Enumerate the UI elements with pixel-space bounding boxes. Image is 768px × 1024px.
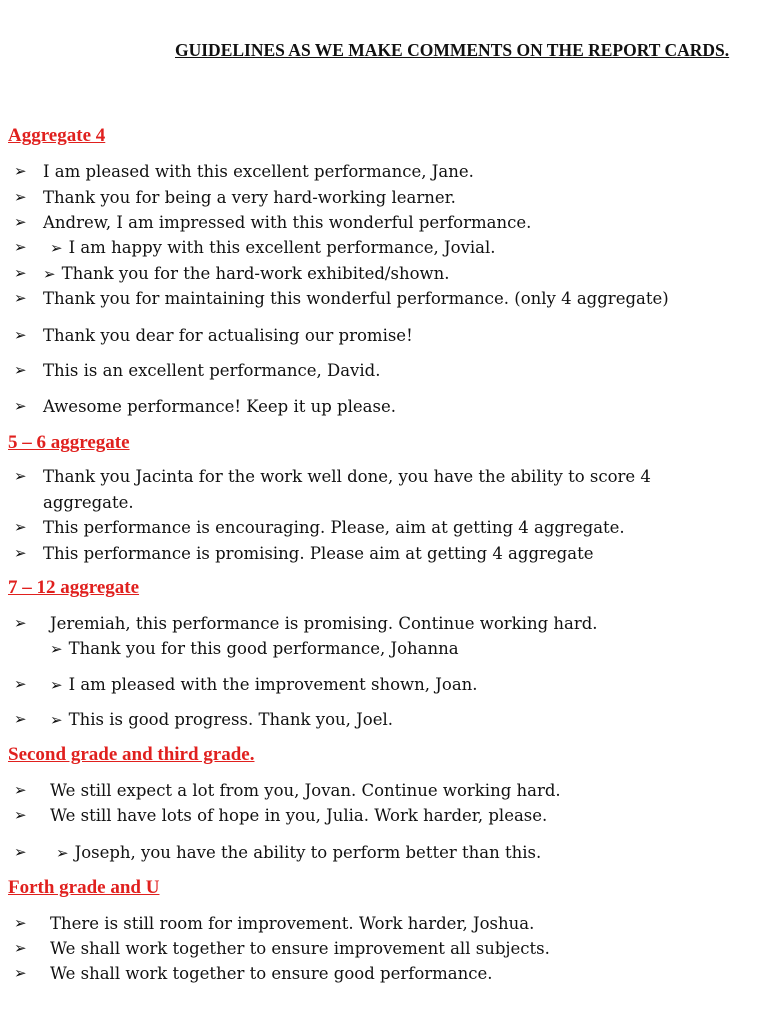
bullet-arrow-icon: ➢ (14, 781, 27, 799)
section-heading-second-third-grade: Second grade and third grade. (8, 744, 255, 765)
bullet-arrow-icon: ➢ (14, 361, 27, 379)
bullet-arrow-icon: ➢ (14, 914, 27, 932)
bullet-arrow-icon: ➢ (14, 614, 27, 632)
bullet-arrow-icon: ➢ (14, 162, 27, 180)
bullet-arrow-icon: ➢ (14, 238, 27, 256)
bullet-arrow-icon: ➢ (14, 467, 27, 485)
bullet-arrow-icon: ➢ (14, 518, 27, 536)
bullet-arrow-icon: ➢ (14, 188, 27, 206)
nested-bullet-arrow-icon: ➢ (50, 711, 63, 729)
section-heading-5-6-aggregate: 5 – 6 aggregate (8, 432, 130, 453)
nested-bullet-arrow-icon: ➢ (50, 640, 63, 658)
document-title: GUIDELINES AS WE MAKE COMMENTS ON THE REPORT CARDS. (175, 40, 730, 60)
bullet-arrow-icon: ➢ (14, 806, 27, 824)
section-heading-aggregate-4: Aggregate 4 (8, 125, 106, 146)
document-page: GUIDELINES AS WE MAKE COMMENTS ON THE REPORT CARDS. Aggregate 4 ➢ I am pleased with this excellent performance, Jane. ➢ Thank you for being a very hard-working learner. ➢ Andrew, I am impressed with this wonderful performance. ➢ ➢ I am happy with this excellent performance, Jovial. ➢ ➢ Thank you for the hard-work exhibited/shown. ➢ Thank you for maintaining this wonderful performance. (only 4 aggregate) ➢ Thank you dear for actualising our promise! ➢ This is an excellent performance, David. ➢ Awesome performance! Keep it up please. 5 – 6 aggregate ➢ Thank you Jacinta for the work well done, you have the ability to score 4 aggregate. ➢ This performance is encouraging. Please, aim at getting 4 aggregate. ➢ This performance is promising. Please aim at getting 4 aggregate 7 – 12 aggregate ➢ Jeremiah, this performance is promising. Continue working hard. ➢ Thank you for this good performance, Johanna ➢ ➢ I am pleased with the improvement shown, Joan. ➢ ➢ This is good progress. Thank you, Joel. Second grade and third grade. ➢ We still expect a lot from you, Jovan. Continue working hard. ➢ We still have lots of hope in you, Julia. Work harder, please. ➢ ➢ Joseph, you have the ability to perform better than this. Forth grade and U ➢ There is still room for improvement. Work harder, Joshua. ➢ We shall work together to ensure improvement all subjects. ➢ We shall work together to ensure good performance. (0, 0, 768, 1024)
section-heading-forth-grade-u: Forth grade and U (8, 877, 160, 898)
bullet-arrow-icon: ➢ (14, 264, 27, 282)
bullet-arrow-icon: ➢ (14, 964, 27, 982)
bullet-arrow-icon: ➢ (14, 939, 27, 957)
bullet-arrow-icon: ➢ (14, 213, 27, 231)
bullet-arrow-icon: ➢ (14, 710, 27, 728)
nested-bullet-arrow-icon: ➢ (50, 676, 63, 694)
nested-bullet-arrow-icon: ➢ (50, 239, 63, 257)
nested-bullet-arrow-icon: ➢ (56, 844, 69, 862)
bullet-arrow-icon: ➢ (14, 326, 27, 344)
bullet-arrow-icon: ➢ (14, 675, 27, 693)
bullet-arrow-icon: ➢ (14, 289, 27, 307)
bullet-arrow-icon: ➢ (14, 397, 27, 415)
section-heading-7-12-aggregate: 7 – 12 aggregate (8, 577, 140, 598)
bullet-arrow-icon: ➢ (14, 843, 27, 861)
nested-bullet-arrow-icon: ➢ (43, 265, 56, 283)
bullet-arrow-icon: ➢ (14, 544, 27, 562)
